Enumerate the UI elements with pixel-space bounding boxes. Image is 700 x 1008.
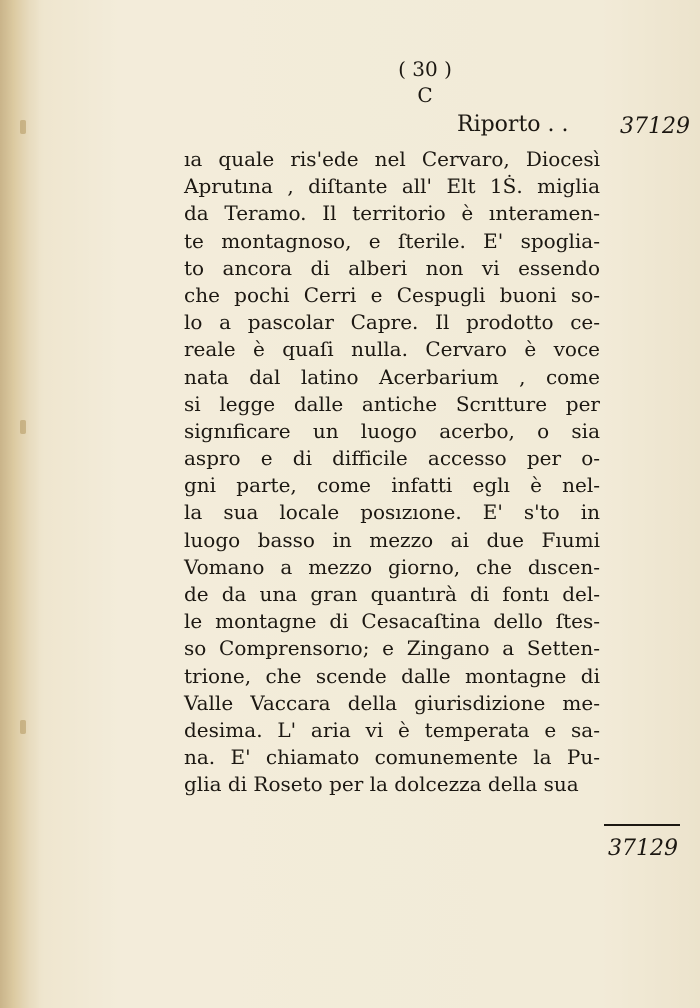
text-line: trione, che scende dalle montagne di: [184, 663, 600, 688]
text-line: Valle Vaccara della giurisdizione me-: [184, 690, 600, 715]
binding-stitch: [20, 420, 26, 434]
text-line: le montagne di Cesacaſtina dello ſtes-: [184, 609, 600, 634]
text-line: te montagnoso, e ſterile. E' spoglia-: [184, 228, 600, 253]
text-line: glia di Roseto per la dolcezza della sua: [184, 772, 579, 797]
carry-forward-amount: 37129: [620, 114, 690, 139]
binding-stitch: [20, 120, 26, 134]
text-line: de da una gran quantırà di fontı del-: [184, 582, 600, 606]
signature-mark: C: [417, 83, 433, 107]
text-line: ıa quale ris'ede nel Cervaro, Diocesì: [184, 147, 600, 171]
page-number: ( 30 ): [398, 57, 452, 81]
page-header: [380, 58, 470, 106]
binding-stitch: [20, 720, 26, 734]
text-line: Vomano a mezzo giorno, che dıscen-: [184, 554, 600, 579]
text-line: na. E' chiamato comunemente la Pu-: [184, 745, 600, 770]
text-line: che pochi Cerri e Cespugli buoni so-: [184, 282, 600, 307]
text-line: la sua locale posızıone. E' s'to in: [184, 500, 600, 525]
text-line: to ancora di alberi non vi essendo: [184, 255, 600, 280]
text-line: gni parte, come infatti eglı è nel-: [184, 473, 600, 498]
text-line: aspro e di difficile accesso per o-: [184, 446, 600, 471]
page-binding-edge: [0, 0, 40, 1008]
body-text: [184, 146, 600, 799]
text-line: nata dal latino Acerbarium , come: [184, 364, 600, 389]
text-line: reale è quaſi nulla. Cervaro è voce: [184, 337, 600, 362]
text-line: si legge dalle antiche Scrıtture per: [184, 391, 600, 416]
text-line: so Comprensorıo; e Zingano a Setten-: [184, 636, 600, 661]
text-line: luogo basso in mezzo ai due Fıumi: [184, 527, 600, 552]
text-line: lo a pascolar Capre. Il prodotto ce-: [184, 310, 600, 335]
total-rule: [604, 824, 680, 826]
text-line: desima. L' aria vi è temperata e sa-: [184, 717, 600, 742]
carry-forward-label: Riporto . .: [457, 112, 569, 137]
text-line: Aprutına , diſtante all' Elt 1Ṡ. miglia: [184, 174, 600, 199]
text-line: da Teramo. Il territorio è ınteramen-: [184, 201, 600, 226]
text-line: signıficare un luogo acerbo, o sia: [184, 418, 600, 443]
page-total: 37129: [608, 836, 678, 861]
